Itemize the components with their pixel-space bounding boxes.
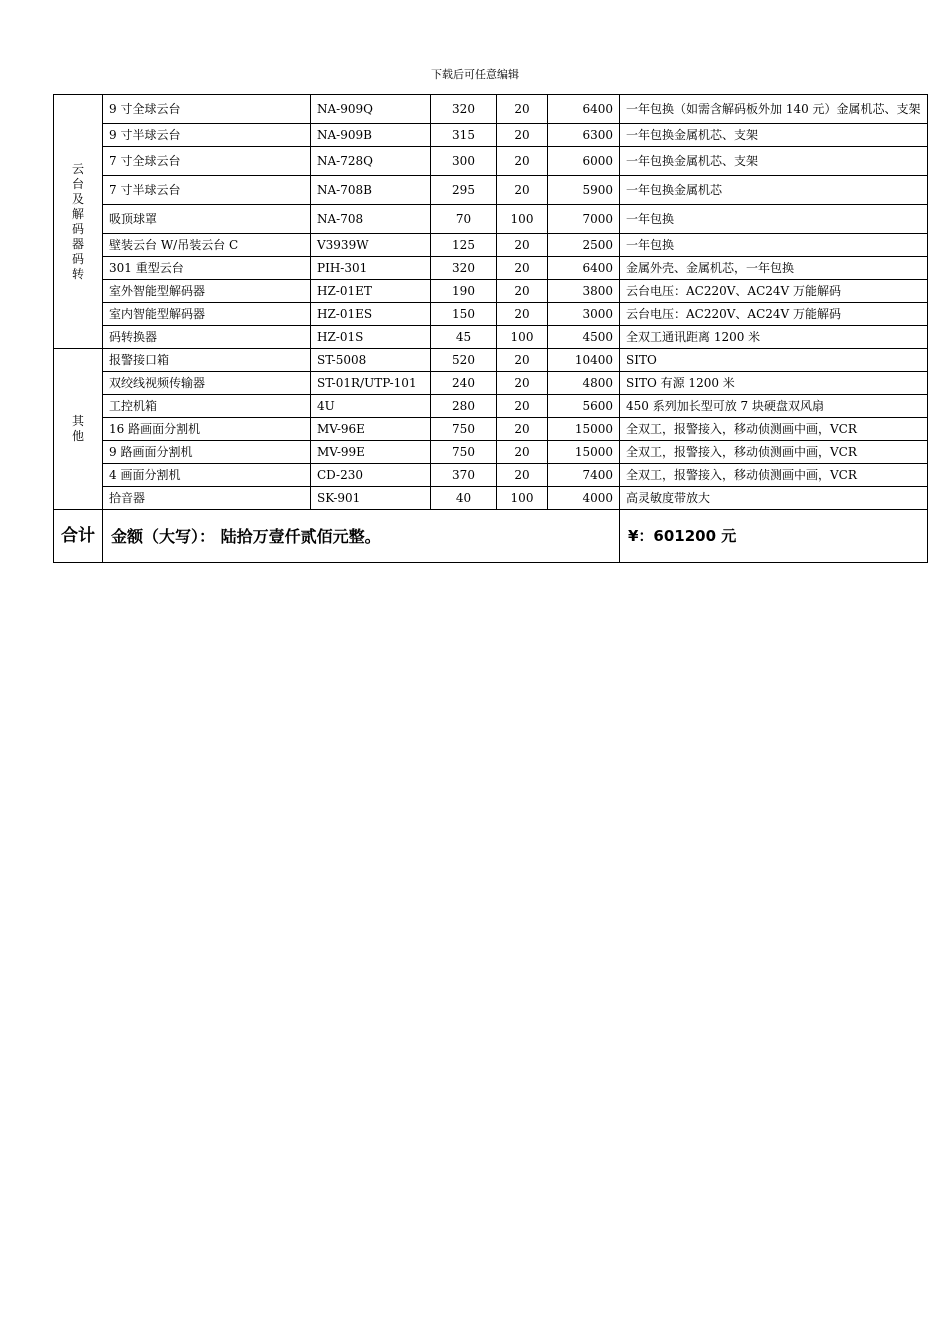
quantity-cell: 20 [497, 303, 548, 326]
quantity-cell: 20 [497, 234, 548, 257]
quantity-cell: 20 [497, 441, 548, 464]
table-row [54, 326, 928, 349]
remark-cell: 一年包换金属机芯、支架 [620, 147, 928, 176]
item-name-cell: 7 寸全球云台 [103, 147, 311, 176]
remark-cell: 450 系列加长型可放 7 块硬盘双风扇 [620, 395, 928, 418]
model-cell: HZ-01ES [311, 303, 431, 326]
group-label-text: 其他 [71, 414, 84, 443]
total-label: 合计 [54, 510, 103, 563]
item-name-cell: 报警接口箱 [103, 349, 311, 372]
item-name-cell: 4 画面分割机 [103, 464, 311, 487]
remark-cell: 一年包换 [620, 234, 928, 257]
table-row [54, 372, 928, 395]
unit-price-cell: 45 [431, 326, 497, 349]
model-cell: ST-01R/UTP-101 [311, 372, 431, 395]
remark-cell: SITO 有源 1200 米 [620, 372, 928, 395]
unit-price-cell: 190 [431, 280, 497, 303]
remark-cell: 一年包换金属机芯 [620, 176, 928, 205]
quantity-cell: 20 [497, 176, 548, 205]
remark-cell: 云台电压：AC220V、AC24V 万能解码 [620, 303, 928, 326]
unit-price-cell: 320 [431, 257, 497, 280]
remark-cell: 高灵敏度带放大 [620, 487, 928, 510]
item-name-cell: 工控机箱 [103, 395, 311, 418]
table-row [54, 464, 928, 487]
item-name-cell: 9 寸半球云台 [103, 124, 311, 147]
unit-price-cell: 370 [431, 464, 497, 487]
amount-cell: 4000 [548, 487, 620, 510]
model-cell: NA-708B [311, 176, 431, 205]
total-amount-in-words: 金额（大写）： 陆拾万壹仟贰佰元整。 [103, 510, 620, 563]
amount-cell: 6400 [548, 257, 620, 280]
item-name-cell: 9 路画面分割机 [103, 441, 311, 464]
remark-cell: SITO [620, 349, 928, 372]
item-name-cell: 双绞线视频传输器 [103, 372, 311, 395]
table-row [54, 257, 928, 280]
unit-price-cell: 70 [431, 205, 497, 234]
table-row [54, 418, 928, 441]
amount-cell: 7000 [548, 205, 620, 234]
remark-cell: 全双工通讯距离 1200 米 [620, 326, 928, 349]
unit-price-cell: 280 [431, 395, 497, 418]
item-name-cell: 壁装云台 W/吊装云台 C [103, 234, 311, 257]
table-row [54, 95, 928, 124]
remark-cell: 全双工，报警接入，移动侦测画中画，VCR [620, 464, 928, 487]
model-cell: PIH-301 [311, 257, 431, 280]
quantity-cell: 20 [497, 464, 548, 487]
item-name-cell: 拾音器 [103, 487, 311, 510]
amount-cell: 15000 [548, 441, 620, 464]
item-name-cell: 7 寸半球云台 [103, 176, 311, 205]
item-name-cell: 16 路画面分割机 [103, 418, 311, 441]
quantity-cell: 20 [497, 349, 548, 372]
model-cell: NA-708 [311, 205, 431, 234]
unit-price-cell: 300 [431, 147, 497, 176]
quantity-cell: 100 [497, 487, 548, 510]
unit-price-cell: 320 [431, 95, 497, 124]
model-cell: SK-901 [311, 487, 431, 510]
quantity-cell: 20 [497, 280, 548, 303]
table-row [54, 176, 928, 205]
unit-price-cell: 40 [431, 487, 497, 510]
amount-cell: 3000 [548, 303, 620, 326]
model-cell: 4U [311, 395, 431, 418]
remark-cell: 全双工，报警接入，移动侦测画中画，VCR [620, 441, 928, 464]
amount-cell: 3800 [548, 280, 620, 303]
model-cell: HZ-01ET [311, 280, 431, 303]
amount-cell: 15000 [548, 418, 620, 441]
model-cell: NA-728Q [311, 147, 431, 176]
table-row [54, 205, 928, 234]
quantity-cell: 100 [497, 205, 548, 234]
unit-price-cell: 150 [431, 303, 497, 326]
amount-cell: 7400 [548, 464, 620, 487]
model-cell: MV-99E [311, 441, 431, 464]
amount-cell: 4500 [548, 326, 620, 349]
quantity-cell: 20 [497, 418, 548, 441]
unit-price-cell: 240 [431, 372, 497, 395]
model-cell: CD-230 [311, 464, 431, 487]
amount-cell: 10400 [548, 349, 620, 372]
quantity-cell: 20 [497, 372, 548, 395]
group-label [54, 349, 103, 510]
quotation-table [53, 94, 928, 563]
table-row [54, 487, 928, 510]
amount-cell: 6000 [548, 147, 620, 176]
total-row [54, 510, 928, 563]
page-header: 下载后可任意编辑 [431, 68, 519, 81]
unit-price-cell: 315 [431, 124, 497, 147]
item-name-cell: 室外智能型解码器 [103, 280, 311, 303]
unit-price-cell: 520 [431, 349, 497, 372]
amount-cell: 2500 [548, 234, 620, 257]
item-name-cell: 室内智能型解码器 [103, 303, 311, 326]
group-label-text: 云台及解码器码转 [71, 161, 84, 281]
quantity-cell: 20 [497, 124, 548, 147]
table-row [54, 234, 928, 257]
table-row [54, 303, 928, 326]
model-cell: HZ-01S [311, 326, 431, 349]
unit-price-cell: 125 [431, 234, 497, 257]
item-name-cell: 301 重型云台 [103, 257, 311, 280]
amount-cell: 4800 [548, 372, 620, 395]
quantity-cell: 20 [497, 395, 548, 418]
total-amount: ¥：601200 元 [620, 510, 928, 563]
item-name-cell: 码转换器 [103, 326, 311, 349]
quantity-cell: 100 [497, 326, 548, 349]
amount-cell: 5900 [548, 176, 620, 205]
group-label [54, 95, 103, 349]
remark-cell: 云台电压：AC220V、AC24V 万能解码 [620, 280, 928, 303]
table-row [54, 147, 928, 176]
model-cell: NA-909Q [311, 95, 431, 124]
unit-price-cell: 750 [431, 441, 497, 464]
table-row [54, 280, 928, 303]
remark-cell: 金属外壳、金属机芯，一年包换 [620, 257, 928, 280]
unit-price-cell: 750 [431, 418, 497, 441]
table-row [54, 349, 928, 372]
quantity-cell: 20 [497, 147, 548, 176]
remark-cell: 一年包换（如需含解码板外加 140 元）金属机芯、支架 [620, 95, 928, 124]
table-row [54, 124, 928, 147]
model-cell: ST-5008 [311, 349, 431, 372]
model-cell: NA-909B [311, 124, 431, 147]
model-cell: V3939W [311, 234, 431, 257]
item-name-cell: 吸顶球罩 [103, 205, 311, 234]
table-row [54, 441, 928, 464]
table-row [54, 395, 928, 418]
amount-cell: 6400 [548, 95, 620, 124]
quantity-cell: 20 [497, 257, 548, 280]
item-name-cell: 9 寸全球云台 [103, 95, 311, 124]
quantity-cell: 20 [497, 95, 548, 124]
model-cell: MV-96E [311, 418, 431, 441]
unit-price-cell: 295 [431, 176, 497, 205]
remark-cell: 一年包换 [620, 205, 928, 234]
remark-cell: 一年包换金属机芯、支架 [620, 124, 928, 147]
remark-cell: 全双工，报警接入，移动侦测画中画，VCR [620, 418, 928, 441]
amount-cell: 6300 [548, 124, 620, 147]
amount-cell: 5600 [548, 395, 620, 418]
